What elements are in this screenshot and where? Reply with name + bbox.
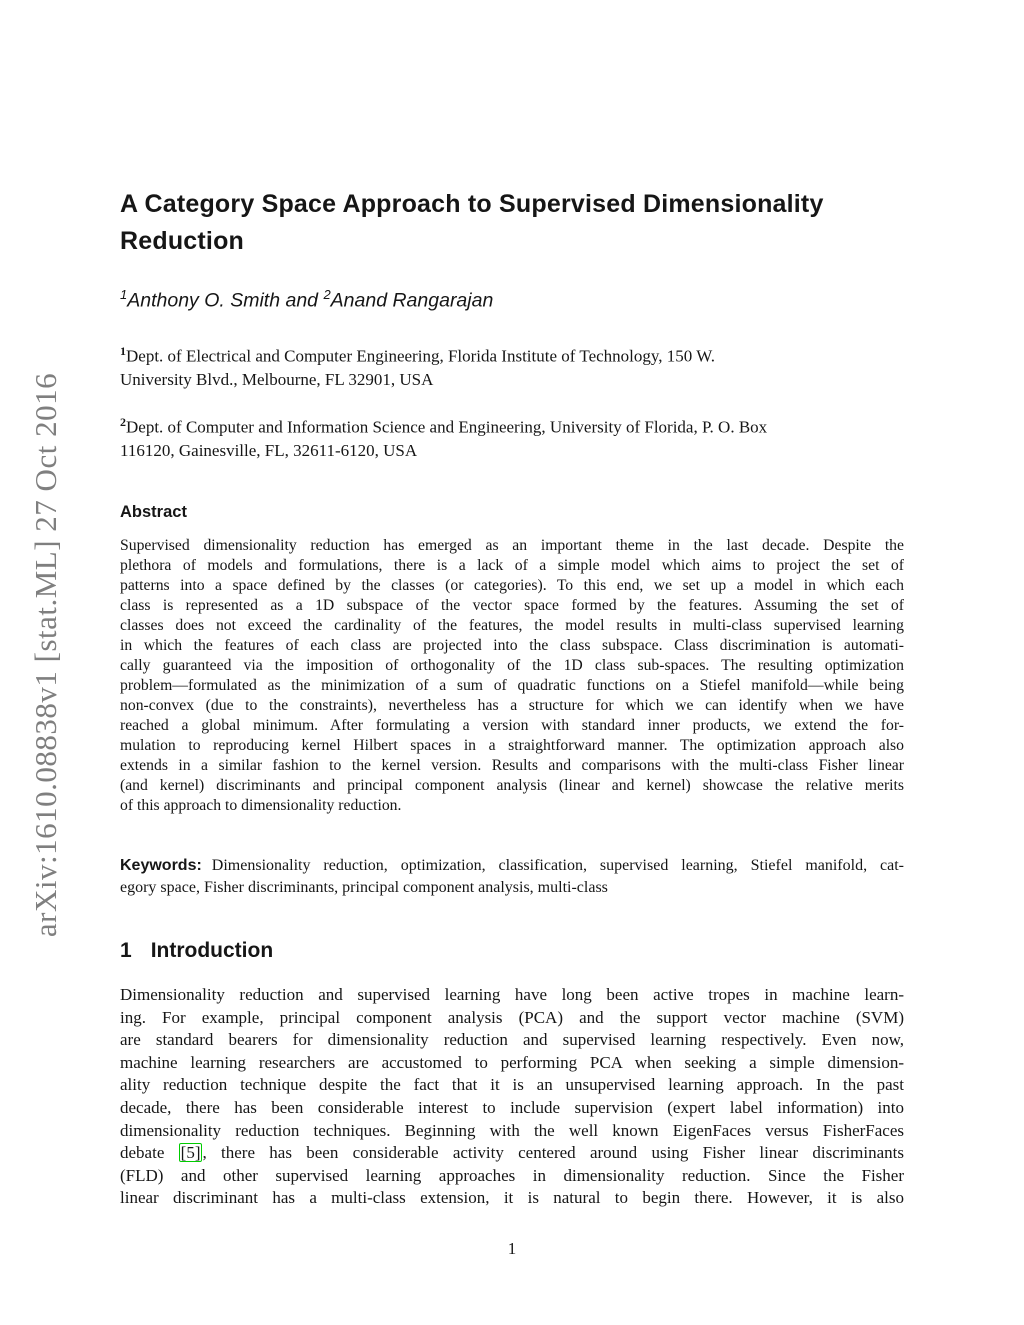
section-1-number: 1 [120,939,132,962]
affiliation-2-superscript: 2 [120,415,126,429]
author-2-name: Anand Rangarajan [330,289,494,312]
abstract-line: reached a global minimum. After formulating a version with standard inner products, we extend the for- [120,717,904,734]
abstract-line: in which the features of each class are projected into the class subspace. Class discrimination is automati- [120,637,904,654]
paper-title [120,186,904,260]
abstract-line: (and kernel) discriminants and principal component analysis (linear and kernel) showcase the relative merits [120,777,904,794]
introduction-paragraph [120,984,904,1210]
affiliation-1-superscript: 1 [120,344,126,358]
intro-line: machine learning researchers are accustomed to performing PCA when seeking a simple dimension- [120,1052,904,1072]
intro-line: are standard bearers for dimensionality reduction and supervised learning respectively. Even now, [120,1030,904,1050]
authors-line [120,287,904,313]
author-1-superscript: 1 [120,287,128,302]
intro-line: linear discriminant has a multi-class extension, it is natural to begin there. However, it is also [120,1188,904,1208]
abstract-line: mulation to reproducing kernel Hilbert spaces in a straightforward manner. The optimization approach also [120,737,904,754]
intro-line: ality reduction technique despite the fact that it is an unsupervised learning approach. In the past [120,1075,904,1095]
keywords-block [120,855,904,899]
abstract-line: Supervised dimensionality reduction has emerged as an important theme in the last decade. Despite the [120,537,904,554]
section-1-heading [120,939,904,963]
arxiv-stamp: arXiv:1610.08838v1 [stat.ML] 27 Oct 2016 [28,372,63,938]
authors-connector: and [280,289,324,312]
intro-line: Dimensionality reduction and supervised learning have long been active tropes in machine learn- [120,985,904,1004]
keywords-line-2: egory space, Fisher discriminants, principal component analysis, multi-class [120,879,608,896]
abstract-line: class is represented as a 1D subspace of the vector space formed by the features. Assuming the set of [120,597,904,614]
intro-line: dimensionality reduction techniques. Beginning with the well known EigenFaces versus FisherFaces [120,1120,904,1140]
affiliation-1-line-1: $^1$Dept. of Electrical and Computer Engineering, Florida Institute of Technology, 150 W. [120,344,715,366]
abstract-line: of this approach to dimensionality reduction. [120,797,402,814]
abstract-line: plethora of models and formulations, there is a lack of a simple model which aims to project the set of [120,557,904,574]
affiliation-2-line-1: $^2$Dept. of Computer and Information Science and Engineering, University of Florida, P. O. Box [120,415,768,437]
section-1-title: Introduction [150,939,274,962]
keywords-label: Keywords: [120,857,202,874]
keywords-line-1 [120,855,904,877]
abstract-line: classes does not exceed the cardinality of the features, the model results in multi-class supervised learning [120,617,904,634]
affiliation-2-line-2: 116120, Gainesville, FL, 32611-6120, USA [120,440,418,460]
abstract-body [120,536,904,816]
intro-line: (FLD) and other supervised learning approaches in dimensionality reduction. Since the Fisher [120,1165,904,1185]
affiliation-1 [120,340,904,391]
intro-line: decade, there has been considerable interest to include supervision (expert label information) into [120,1097,904,1117]
abstract-line: non-convex (due to the constraints), nevertheless has a structure for which we can identify when we have [120,697,904,714]
page-number: 1 [507,1239,517,1258]
intro-line: ing. For example, principal component analysis (PCA) and the support vector machine (SVM) [120,1007,904,1027]
intro-line-with-citation: debate [5] , there has been considerable activity centered around using Fisher linear discriminants [120,1143,904,1163]
abstract-heading: Abstract [120,503,187,521]
abstract-line: cally guaranteed via the imposition of orthogonality of the 1D class sub-spaces. The resulting optimization [120,657,904,674]
author-2-superscript: 2 [323,287,331,302]
abstract-line: problem—formulated as the minimization of a sum of quadratic functions on a Stiefel manifold—while being [120,677,904,694]
keywords-text: Dimensionality reduction, optimization, classification, supervised learning, Stiefel manifold, cat- [211,857,904,874]
affiliation-1-line-2: University Blvd., Melbourne, FL 32901, USA [120,369,434,389]
abstract-line: extends in a similar fashion to the kernel version. Results and comparisons with the multi-class Fisher linear [120,757,904,774]
paper-title-line-1: A Category Space Approach to Supervised Dimensionality [120,190,824,218]
abstract-line: patterns into a space defined by the classes (or categories). To this end, we set up a model in which each [120,577,904,594]
author-1-name: Anthony O. Smith [127,289,281,312]
paper-title-line-2: Reduction [120,227,245,255]
citation-link-5[interactable]: [5] [180,1143,201,1163]
affiliation-2 [120,411,904,462]
